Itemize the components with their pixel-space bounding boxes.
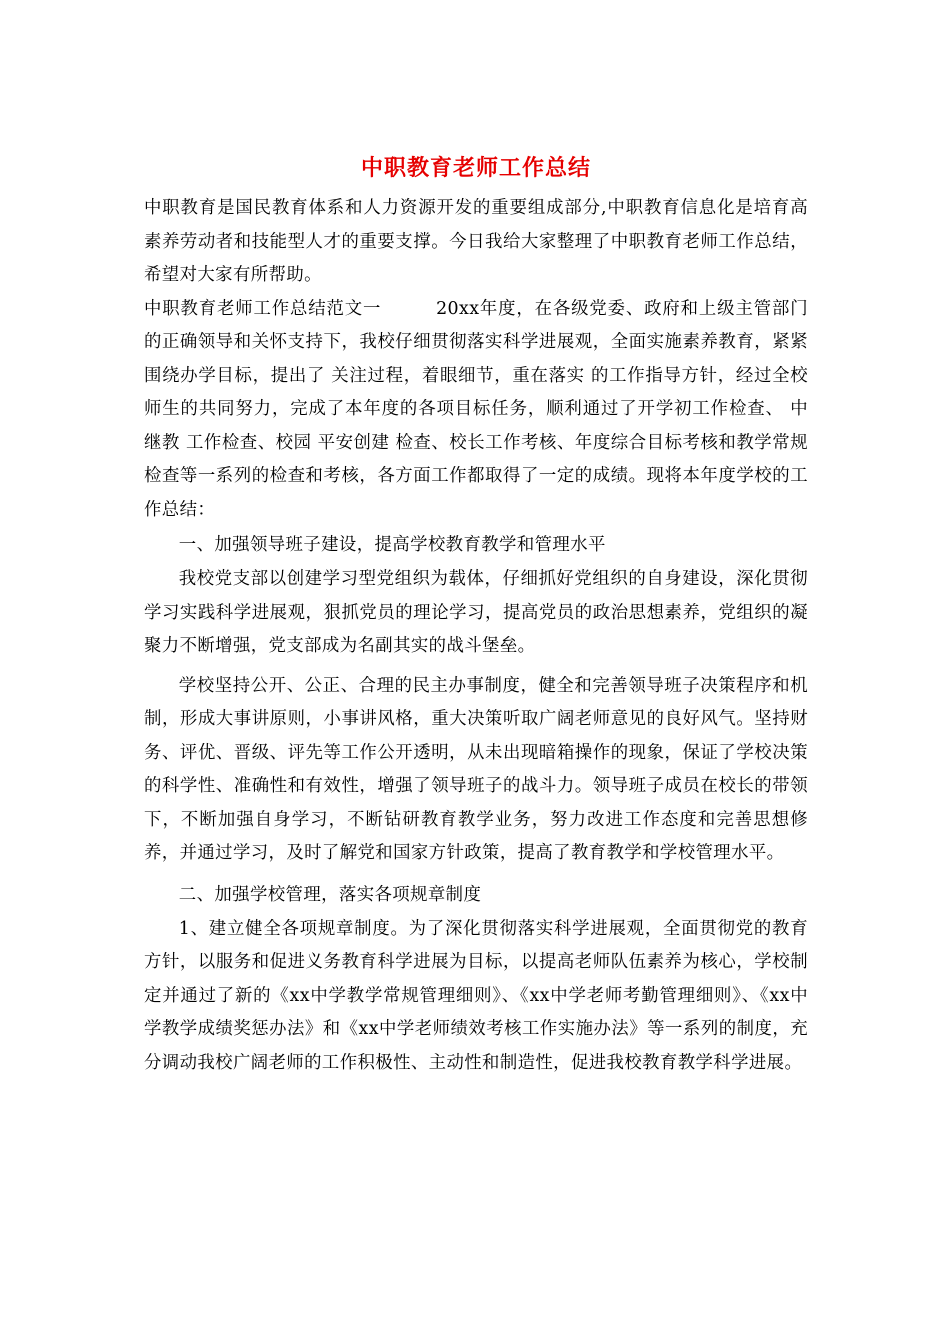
section-1-paragraph-2: 学校坚持公开、公正、合理的民主办事制度，健全和完善领导班子决策程序和机制，形成大事讲原则，小事讲风格，重大决策听取广阔老师意见的良好风气。坚持财务、评优、晋级、评先等工作公开透明，从未出现暗箱操作的现象，保证了学校决策的科学性、准确性和有效性，增强了领导班子的战斗力。领导班子成员在校长的带领下，不断加强自身学习，不断钻研教育教学业务，努力改进工作态度和完善思想修养，并通过学习，及时了解党和国家方针政策，提高了教育教学和学校管理水平。 [144, 675, 808, 863]
section-1-paragraph-1: 我校党支部以创建学习型党组织为载体，仔细抓好党组织的自身建设，深化贯彻学习实践科学进展观，狠抓党员的理论学习，提高党员的政治思想素养，党组织的凝聚力不断增强，党支部成为名副其实的战斗堡垒。 [144, 569, 808, 656]
document-title: 中职教育老师工作总结 [360, 155, 591, 181]
section-heading-2: 二、加强学校管理，落实各项规章制度 [178, 884, 482, 905]
document-page [144, 148, 808, 1080]
summary-paragraph-1: 中职教育老师工作总结范文一 20xx年度，在各级党委、政府和上级主管部门的正确领导和关怀支持下，我校仔细贯彻落实科学进展观，全面实施素养教育，紧紧围绕办学目标，提出了 关注过程，着眼细节，重在落实 的工作指导方针，经过全校师生的共同努力，完成了本年度的各项目标任务，顺利通过了开学初工作检查、 中继教 工作检查、校园 平安创建 检查、校长工作考核、年度综合目标考核和教学常规检查等一系列的检查和考核，各方面工作都取得了一定的成绩。现将本年度学校的工作总结： [144, 298, 808, 520]
section-2-paragraph-1: 1、建立健全各项规章制度。为了深化贯彻落实科学进展观，全面贯彻党的教育方针，以服务和促进义务教育科学进展为目标，以提高老师队伍素养为核心，学校制定并通过了新的《xx中学教学常规管理细则》、《xx中学老师考勤管理细则》、《xx中学教学成绩奖惩办法》和《xx中学老师绩效考核工作实施办法》等一系列的制度，充分调动我校广阔老师的工作积极性、主动性和制造性，促进我校教育教学科学进展。 [144, 918, 808, 1073]
section-heading-1: 一、加强领导班子建设，提高学校教育教学和管理水平 [178, 535, 606, 555]
intro-paragraph: 中职教育是国民教育体系和人力资源开发的重要组成部分,中职教育信息化是培育高素养劳动者和技能型人才的重要支撑。今日我给大家整理了中职教育老师工作总结，希望对大家有所帮助。 [144, 198, 808, 285]
